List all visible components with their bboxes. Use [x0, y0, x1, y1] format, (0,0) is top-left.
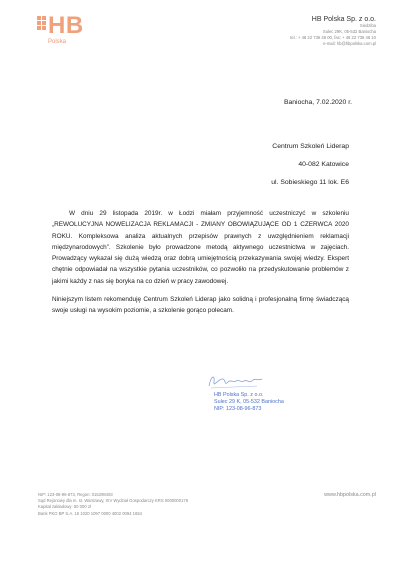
recipient-city: 40-082 Katowice — [298, 161, 349, 168]
company-logo — [37, 14, 84, 45]
company-name: HB Polska Sp. z o.o. — [311, 16, 376, 23]
company-email: e-mail: hb@hbpolska.com.pl — [323, 41, 376, 46]
company-address: Sulec 29K, 05-532 Baniocha — [322, 29, 376, 34]
stamp-line-3: NIP: 123-08-96-873 — [214, 406, 262, 412]
body-paragraph-1: W dniu 29 listopada 2019r. w Łodzi miałam przyjemność uczestniczyć w szkoleniu „REWOLUCYJNA NOWELIZACJA REKLAMACJI - ZMIANY OBOWIĄZUJĄCE OD 1 CZERWCA 2020 ROKU. Kompleksowa analiza aktualnych przepisów prawnych z uwzględnieniem reklamacji międzynarodowych”. Szkolenie było prowadzone metodą aktywnego uczestnictwa w zajęciach. Prowadzący wykazał się dużą wiedzą oraz dobrą umiejętnością przekazywania swojej wiedzy. Ekspert chętnie odpowiadał na wszystkie pytania uczestników, co pozwoliło na przedyskutowanie problemów z jakimi każdy z nas się boryka na co dzień w pracy zawodowej. — [52, 210, 349, 285]
recipient-street: ul. Sobieskiego 11 lok. E6 — [271, 179, 349, 186]
footer-line-4: Bank PKO BP S.A. 16 1020 1097 0000 4002 0094 1654 — [38, 510, 142, 516]
recipient-address — [271, 143, 349, 197]
stamp-line-1: HB Polska Sp. z o.o. — [214, 392, 264, 398]
body-paragraph-2: Niniejszym listem rekomenduję Centrum Szkoleń Liderap jako solidną i profesjonalną firmę świadczącą swoje usługi na wysokim poziomie, a szkolenie gorąco polecam. — [52, 296, 349, 315]
logo-subtitle: Polska — [48, 39, 67, 45]
company-header — [290, 16, 376, 47]
company-contact: tel.: + 48 22 736 46 00, fax: + 48 22 736 46 10 — [290, 35, 376, 40]
stamp-line-2: Sulec 29 K, 05-532 Baniocha — [214, 399, 284, 405]
logo-dots-icon — [37, 16, 46, 30]
recipient-name: Centrum Szkoleń Liderap — [272, 143, 349, 150]
footer-website: www.hbpolska.com.pl — [324, 492, 376, 498]
letter-body — [52, 208, 349, 317]
logo-brand: HB — [48, 12, 84, 39]
footer-line-1: NIP: 123-08-96-873, Regon: 015298493 — [38, 492, 113, 497]
footer-legal — [38, 492, 188, 517]
letter-date: Baniocha, 7.02.2020 r. — [283, 99, 352, 106]
company-seat-label: Siedziba — [359, 23, 376, 28]
handwritten-signature — [205, 370, 265, 392]
footer-line-3: Kapitał zakładowy: 50 000 zł — [38, 504, 91, 510]
company-stamp — [214, 392, 284, 413]
footer-line-2: Sąd Rejonowy dla m. st. Warszawy, XIV Wydział Gospodarczy KRS 0000000176 — [38, 498, 189, 504]
